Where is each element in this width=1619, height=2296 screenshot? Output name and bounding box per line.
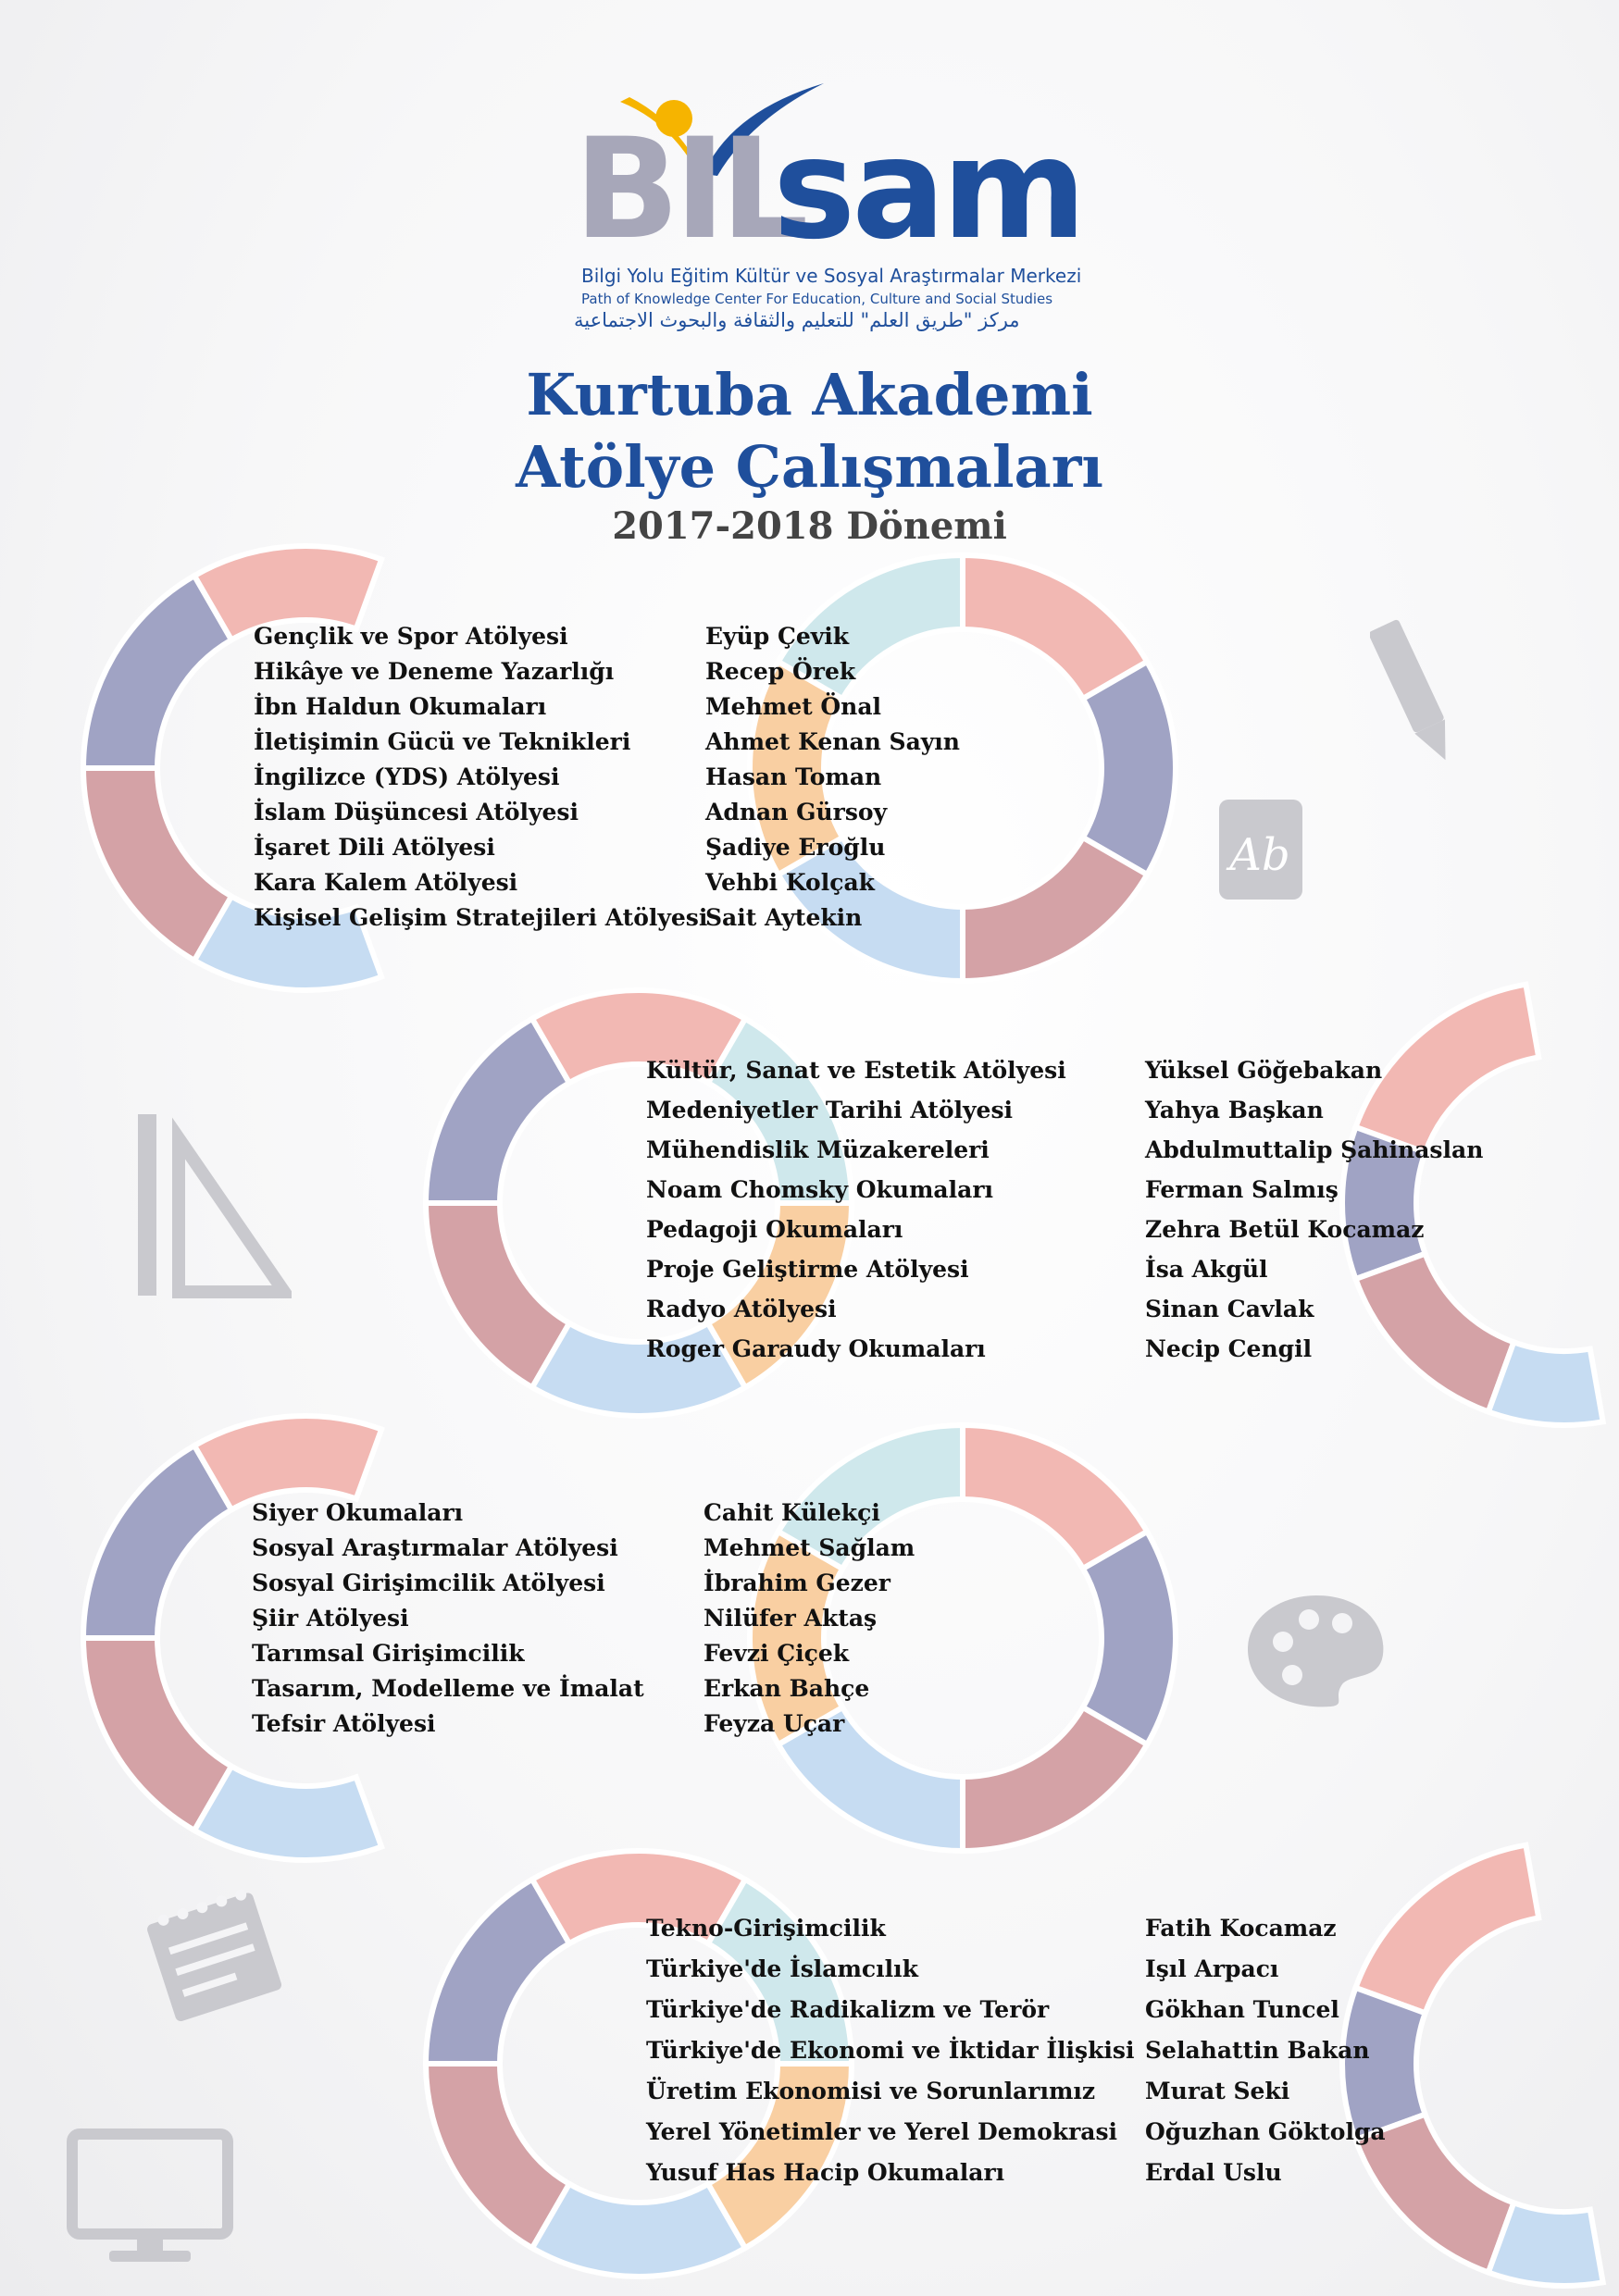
workshop-item: Sosyal Girişimcilik Atölyesi [252,1570,605,1596]
page-header [0,0,1619,574]
instructor-item: Ahmet Kenan Sayın [705,728,960,755]
ring-segment [194,1767,381,1860]
tagline-arabic: مركز "طريق العلم" للتعليم والثقافة والبحوث الاجتماعية [574,309,1020,331]
workshop-item: İbn Haldun Okumaları [254,693,547,720]
instructor-item: Sait Aytekin [705,904,863,931]
ring-segment [963,838,1147,981]
tagline-english: Path of Knowledge Center For Education, Culture and Social Studies [581,291,1053,307]
workshop-item: Proje Geliştirme Atölyesi [646,1256,969,1283]
svg-text:Ab: Ab [1229,829,1290,881]
workshop-item: Pedagoji Okumaları [646,1216,903,1243]
workshop-item: Radyo Atölyesi [646,1296,837,1322]
instructor-item: Feyza Uçar [704,1710,845,1737]
instructor-item: Fatih Kocamaz [1145,1915,1337,1942]
group-4-instructors [1145,1908,1386,2193]
instructor-item: Mehmet Önal [705,693,882,720]
notepad-icon [130,1879,296,2027]
group-4-workshops [646,1908,1134,2193]
workshop-item: Roger Garaudy Okumaları [646,1335,986,1362]
instructor-item: Adnan Gürsoy [705,799,888,825]
group-3-workshops [252,1496,644,1742]
instructor-item: Yüksel Göğebakan [1145,1057,1383,1084]
logo-text-sam: sam [773,109,1083,270]
instructor-item: Sinan Cavlak [1145,1296,1314,1322]
instructor-item: Yahya Başkan [1145,1097,1324,1123]
workshop-item: Siyer Okumaları [252,1499,464,1526]
instructor-item: Selahattin Bakan [1145,2037,1370,2064]
workshop-item: Yusuf Has Hacip Okumaları [646,2159,1005,2186]
workshop-item: Tekno-Girişimcilik [646,1915,886,1942]
workshop-item: Gençlik ve Spor Atölyesi [254,623,568,650]
instructor-item: Zehra Betül Kocamaz [1145,1216,1425,1243]
instructor-item: İbrahim Gezer [704,1570,890,1596]
group-2-workshops [646,1050,1066,1369]
monitor-icon [67,2128,233,2267]
workshop-item: Türkiye'de Radikalizm ve Terör [646,1996,1050,2023]
palette-icon [1242,1588,1390,1708]
workshop-item: İslam Düşüncesi Atölyesi [254,799,579,825]
book-ab-icon [1215,794,1308,905]
instructor-item: Recep Örek [705,658,856,685]
workshop-item: Hikâye ve Deneme Yazarlığı [254,658,615,685]
workshop-item: İşaret Dili Atölyesi [254,834,495,861]
page-title-line2: Atölye Çalışmaları [516,433,1103,501]
workshop-item: Medeniyetler Tarihi Atölyesi [646,1097,1014,1123]
ring-segment [963,1707,1147,1851]
instructor-item: Erkan Bahçe [704,1675,870,1702]
logo-text-bil: BIL [574,109,803,270]
instructor-item: Mehmet Sağlam [704,1534,915,1561]
tagline-turkish: Bilgi Yolu Eğitim Kültür ve Sosyal Araştırmalar Merkezi [581,265,1082,287]
instructor-item: Ferman Salmış [1145,1176,1339,1203]
workshop-item: Şiir Atölyesi [252,1605,409,1632]
instructor-item: Necip Cengil [1145,1335,1313,1362]
instructor-item: Fevzi Çiçek [704,1640,850,1667]
workshop-item: Tarımsal Girişimcilik [252,1640,525,1667]
instructor-item: Hasan Toman [705,763,882,790]
group-2-instructors [1145,1050,1483,1369]
page-title-line1: Kurtuba Akademi [526,361,1093,428]
workshop-item: İngilizce (YDS) Atölyesi [254,763,560,790]
instructor-item: Gökhan Tuncel [1145,1996,1339,2023]
group-3-instructors [704,1496,915,1742]
instructor-item: Murat Seki [1145,2078,1290,2104]
workshop-item: Kişisel Gelişim Stratejileri Atölyesi [254,904,708,931]
pen-icon [1370,611,1453,777]
workshop-item: Tasarım, Modelleme ve İmalat [252,1675,644,1702]
instructor-item: Erdal Uslu [1145,2159,1282,2186]
instructor-item: Işıl Arpacı [1145,1955,1279,1982]
workshop-item: Kültür, Sanat ve Estetik Atölyesi [646,1057,1066,1084]
workshop-item: Yerel Yönetimler ve Yerel Demokrasi [646,2118,1118,2145]
workshop-item: Üretim Ekonomisi ve Sorunlarımız [646,2078,1096,2104]
workshop-item: Türkiye'de Ekonomi ve İktidar İlişkisi [646,2037,1135,2064]
workshop-item: Tefsir Atölyesi [252,1710,436,1737]
workshop-item: Noam Chomsky Okumaları [646,1176,993,1203]
instructor-item: Oğuzhan Göktolga [1145,2118,1386,2145]
workshop-item: Sosyal Araştırmalar Atölyesi [252,1534,618,1561]
workshop-item: Kara Kalem Atölyesi [254,869,518,896]
group-1-workshops [254,619,707,936]
instructor-item: Abdulmuttalip Şahinaslan [1145,1136,1484,1163]
instructor-item: Şadiye Eroğlu [705,834,886,861]
instructor-item: Eyüp Çevik [705,623,850,650]
instructor-item: Vehbi Kolçak [705,869,875,896]
instructor-item: Nilüfer Aktaş [704,1605,878,1632]
workshop-item: Mühendislik Müzakereleri [646,1136,990,1163]
triangle-ruler-icon [134,1111,292,1300]
workshop-item: İletişimin Gücü ve Teknikleri [254,728,631,755]
period-label: 2017-2018 Dönemi [612,504,1007,548]
workshop-item: Türkiye'de İslamcılık [646,1955,918,1982]
instructor-item: İsa Akgül [1145,1256,1268,1283]
bilsam-logo [574,56,1083,296]
instructor-item: Cahit Külekçi [704,1499,880,1526]
group-1-instructors [705,619,960,936]
